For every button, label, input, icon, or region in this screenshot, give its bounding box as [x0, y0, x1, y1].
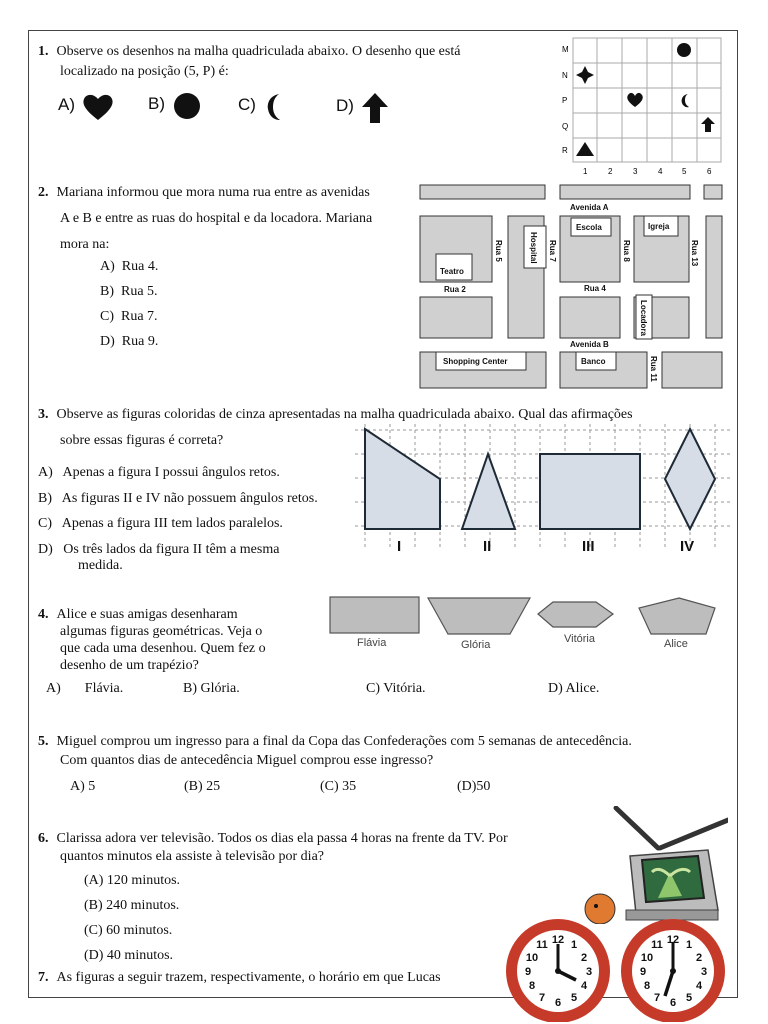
svg-text:11: 11 [536, 939, 548, 951]
label-rua4: Rua 4 [584, 284, 606, 293]
q2-text-line2: A e B e entre as ruas do hospital e da locadora. Mariana [60, 211, 373, 226]
circle-icon [173, 92, 201, 120]
shape-pentagon [639, 598, 715, 634]
svg-text:10: 10 [525, 952, 539, 964]
q4-option-b[interactable]: B) Glória. [183, 681, 240, 696]
tv-illustration [578, 806, 728, 924]
svg-text:1: 1 [570, 939, 578, 951]
heart-icon [81, 92, 115, 122]
q2-options [100, 254, 158, 354]
q4-option-d[interactable]: D) Alice. [548, 681, 600, 696]
q5-option-c[interactable]: (C) 35 [320, 779, 357, 794]
svg-text:9: 9 [639, 966, 647, 978]
grid-col-label: 4 [658, 167, 663, 176]
question-6: 6. Clarissa adora ver televisão. Todos os dias ela passa 4 horas na frente da TV. Por quantos minutos ela assiste à televisão por dia? [38, 831, 508, 864]
label-rua5: Rua 5 [494, 240, 503, 262]
crescent-moon-icon [263, 92, 285, 122]
q3-option-a[interactable]: A) Apenas a figura I possui ângulos retos. [38, 465, 280, 480]
grid-row-label: Q [562, 122, 569, 131]
q1-position-grid [556, 36, 726, 178]
svg-text:2: 2 [580, 952, 588, 964]
q5-option-b[interactable]: (B) 25 [184, 779, 221, 794]
shape-rectangle [330, 597, 419, 633]
q2-option-a[interactable]: A) Rua 4. [100, 259, 159, 274]
label-shopping: Shopping Center [443, 357, 508, 366]
q2-text-line3: mora na: [60, 237, 110, 252]
q2-option-c[interactable]: C) Rua 7. [100, 309, 158, 324]
figure-ii-triangle [462, 454, 515, 529]
q1-number: 1. [38, 44, 49, 59]
q2-street-map [416, 180, 726, 392]
q3-figures-grid [355, 424, 730, 554]
svg-text:3: 3 [585, 966, 593, 978]
svg-text:2: 2 [695, 952, 703, 964]
grid-col-label: 1 [583, 167, 588, 176]
label-escola: Escola [576, 223, 602, 232]
shape-label: Glória [461, 639, 491, 651]
q2-option-b[interactable]: B) Rua 5. [100, 284, 158, 299]
svg-text:5: 5 [685, 992, 693, 1004]
q1-text-line2: localizado na posição (5, P) é: [60, 64, 229, 79]
question-7: 7. As figuras a seguir trazem, respectivamente, o horário em que Lucas [38, 970, 441, 985]
q3-option-c[interactable]: C) Apenas a figura III tem lados paralelos. [38, 516, 283, 531]
q4-option-c[interactable]: C) Vitória. [366, 681, 426, 696]
figure-label: IV [680, 538, 695, 554]
figure-i-trapezoid [365, 429, 440, 529]
question-3: 3. Observe as figuras coloridas de cinza apresentadas na malha quadriculada abaixo. Qual das afirmações sobre essas figuras é correta? [38, 402, 633, 454]
grid-row-label: P [562, 96, 568, 105]
arrow-up-icon [361, 92, 389, 124]
grid-col-label: 6 [707, 167, 712, 176]
svg-text:6: 6 [554, 997, 562, 1009]
q6-option-c[interactable]: (C) 60 minutos. [84, 923, 173, 938]
grid-row-label: R [562, 146, 568, 155]
label-rua11: Rua 11 [649, 356, 658, 382]
grid-col-label: 3 [633, 167, 638, 176]
shape-label: Vitória [564, 633, 595, 645]
q4-shapes [326, 594, 726, 656]
q5-text-line1: Miguel comprou um ingresso para a final da Copa das Confederações com 5 semanas de antecedência. [56, 734, 632, 749]
figure-iv-rhombus [665, 429, 715, 529]
label-rua8: Rua 8 [622, 240, 631, 262]
shape-hexagon [538, 602, 613, 627]
q5-option-a[interactable]: A) 5 [70, 779, 96, 794]
q1-option-c[interactable]: C) [238, 92, 285, 122]
q6-option-b[interactable]: (B) 240 minutos. [84, 898, 180, 913]
q1-text-line1: Observe os desenhos na malha quadriculada abaixo. O desenho que está [56, 44, 461, 59]
q1-option-a[interactable]: A) [58, 92, 115, 122]
label-avenida-b: Avenida B [570, 340, 609, 349]
q1-option-b[interactable]: B) [148, 92, 201, 120]
q1-option-d[interactable]: D) [336, 92, 389, 124]
question-2: 2. Mariana informou que mora numa rua entre as avenidas A e B e entre as ruas do hospital e da locadora. Mariana mora na: [38, 180, 372, 258]
grid-row-label: M [562, 45, 569, 54]
label-rua13: Rua 13 [690, 240, 699, 267]
q6-text-line1: Clarissa adora ver televisão. Todos os dias ela passa 4 horas na frente da TV. Por [56, 831, 508, 846]
label-rua7: Rua 7 [548, 240, 557, 262]
q5-option-d[interactable]: (D)50 [457, 779, 491, 794]
q4-options [46, 681, 123, 697]
q7-text: As figuras a seguir trazem, respectivamente, o horário em que Lucas [56, 970, 441, 985]
label-locadora: Locadora [639, 300, 648, 337]
shape-label: Flávia [357, 637, 387, 649]
svg-text:5: 5 [570, 992, 578, 1004]
figure-label: I [397, 538, 402, 554]
svg-text:7: 7 [538, 992, 546, 1004]
svg-text:12: 12 [551, 934, 565, 946]
q4-text-line1: Alice e suas amigas desenharam [56, 607, 238, 622]
q2-option-d[interactable]: D) Rua 9. [100, 334, 159, 349]
label-hospital: Hospital [529, 232, 538, 264]
q6-option-d[interactable]: (D) 40 minutos. [84, 948, 174, 963]
svg-text:4: 4 [580, 980, 588, 992]
svg-text:11: 11 [651, 939, 663, 951]
question-5: 5. Miguel comprou um ingresso para a final da Copa das Confederações com 5 semanas de antecedência. Com quantos dias de antecedência Miguel comprou esse ingresso? [38, 734, 632, 768]
clock-2 [615, 918, 733, 1022]
svg-text:6: 6 [669, 997, 677, 1009]
q6-options [84, 868, 180, 968]
q3-text-line1: Observe as figuras coloridas de cinza apresentadas na malha quadriculada abaixo. Qual das afirmações [56, 407, 633, 422]
q4-option-a[interactable]: A) Flávia. [46, 681, 124, 696]
svg-text:8: 8 [643, 980, 651, 992]
svg-text:12: 12 [666, 934, 680, 946]
svg-text:8: 8 [528, 980, 536, 992]
label-teatro: Teatro [440, 267, 464, 276]
svg-text:3: 3 [700, 966, 708, 978]
label-igreja: Igreja [648, 222, 670, 231]
q2-text-line1: Mariana informou que mora numa rua entre as avenidas [56, 185, 370, 200]
shape-label: Alice [664, 638, 688, 650]
label-avenida-a: Avenida A [570, 203, 609, 212]
grid-col-label: 2 [608, 167, 613, 176]
q3-options [38, 460, 318, 574]
svg-text:10: 10 [640, 952, 654, 964]
q3-option-b[interactable]: B) As figuras II e IV não possuem ângulos retos. [38, 490, 318, 506]
figure-label: II [483, 538, 492, 554]
label-rua2: Rua 2 [444, 285, 466, 294]
q3-option-d[interactable]: D) Os três lados da figura II têm a mesma medida. [38, 541, 280, 573]
shape-trapezoid [428, 598, 530, 634]
q6-option-a[interactable]: (A) 120 minutos. [84, 873, 181, 888]
grid-row-label: N [562, 71, 568, 80]
figure-label: III [582, 538, 595, 554]
q3-text-line2: sobre essas figuras é correta? [60, 433, 224, 448]
svg-text:4: 4 [695, 980, 703, 992]
figure-iii-rectangle [540, 454, 640, 529]
clock-1 [500, 918, 618, 1022]
grid-col-label: 5 [682, 167, 687, 176]
question-1 [38, 42, 460, 82]
svg-text:1: 1 [685, 939, 693, 951]
svg-text:7: 7 [653, 992, 661, 1004]
circle-icon [677, 43, 691, 57]
label-banco: Banco [581, 357, 606, 366]
svg-text:9: 9 [524, 966, 532, 978]
question-4: 4. Alice e suas amigas desenharam algumas figuras geométricas. Veja o que cada uma desenhou. Quem fez o desenho de um trapézio? [38, 607, 266, 673]
